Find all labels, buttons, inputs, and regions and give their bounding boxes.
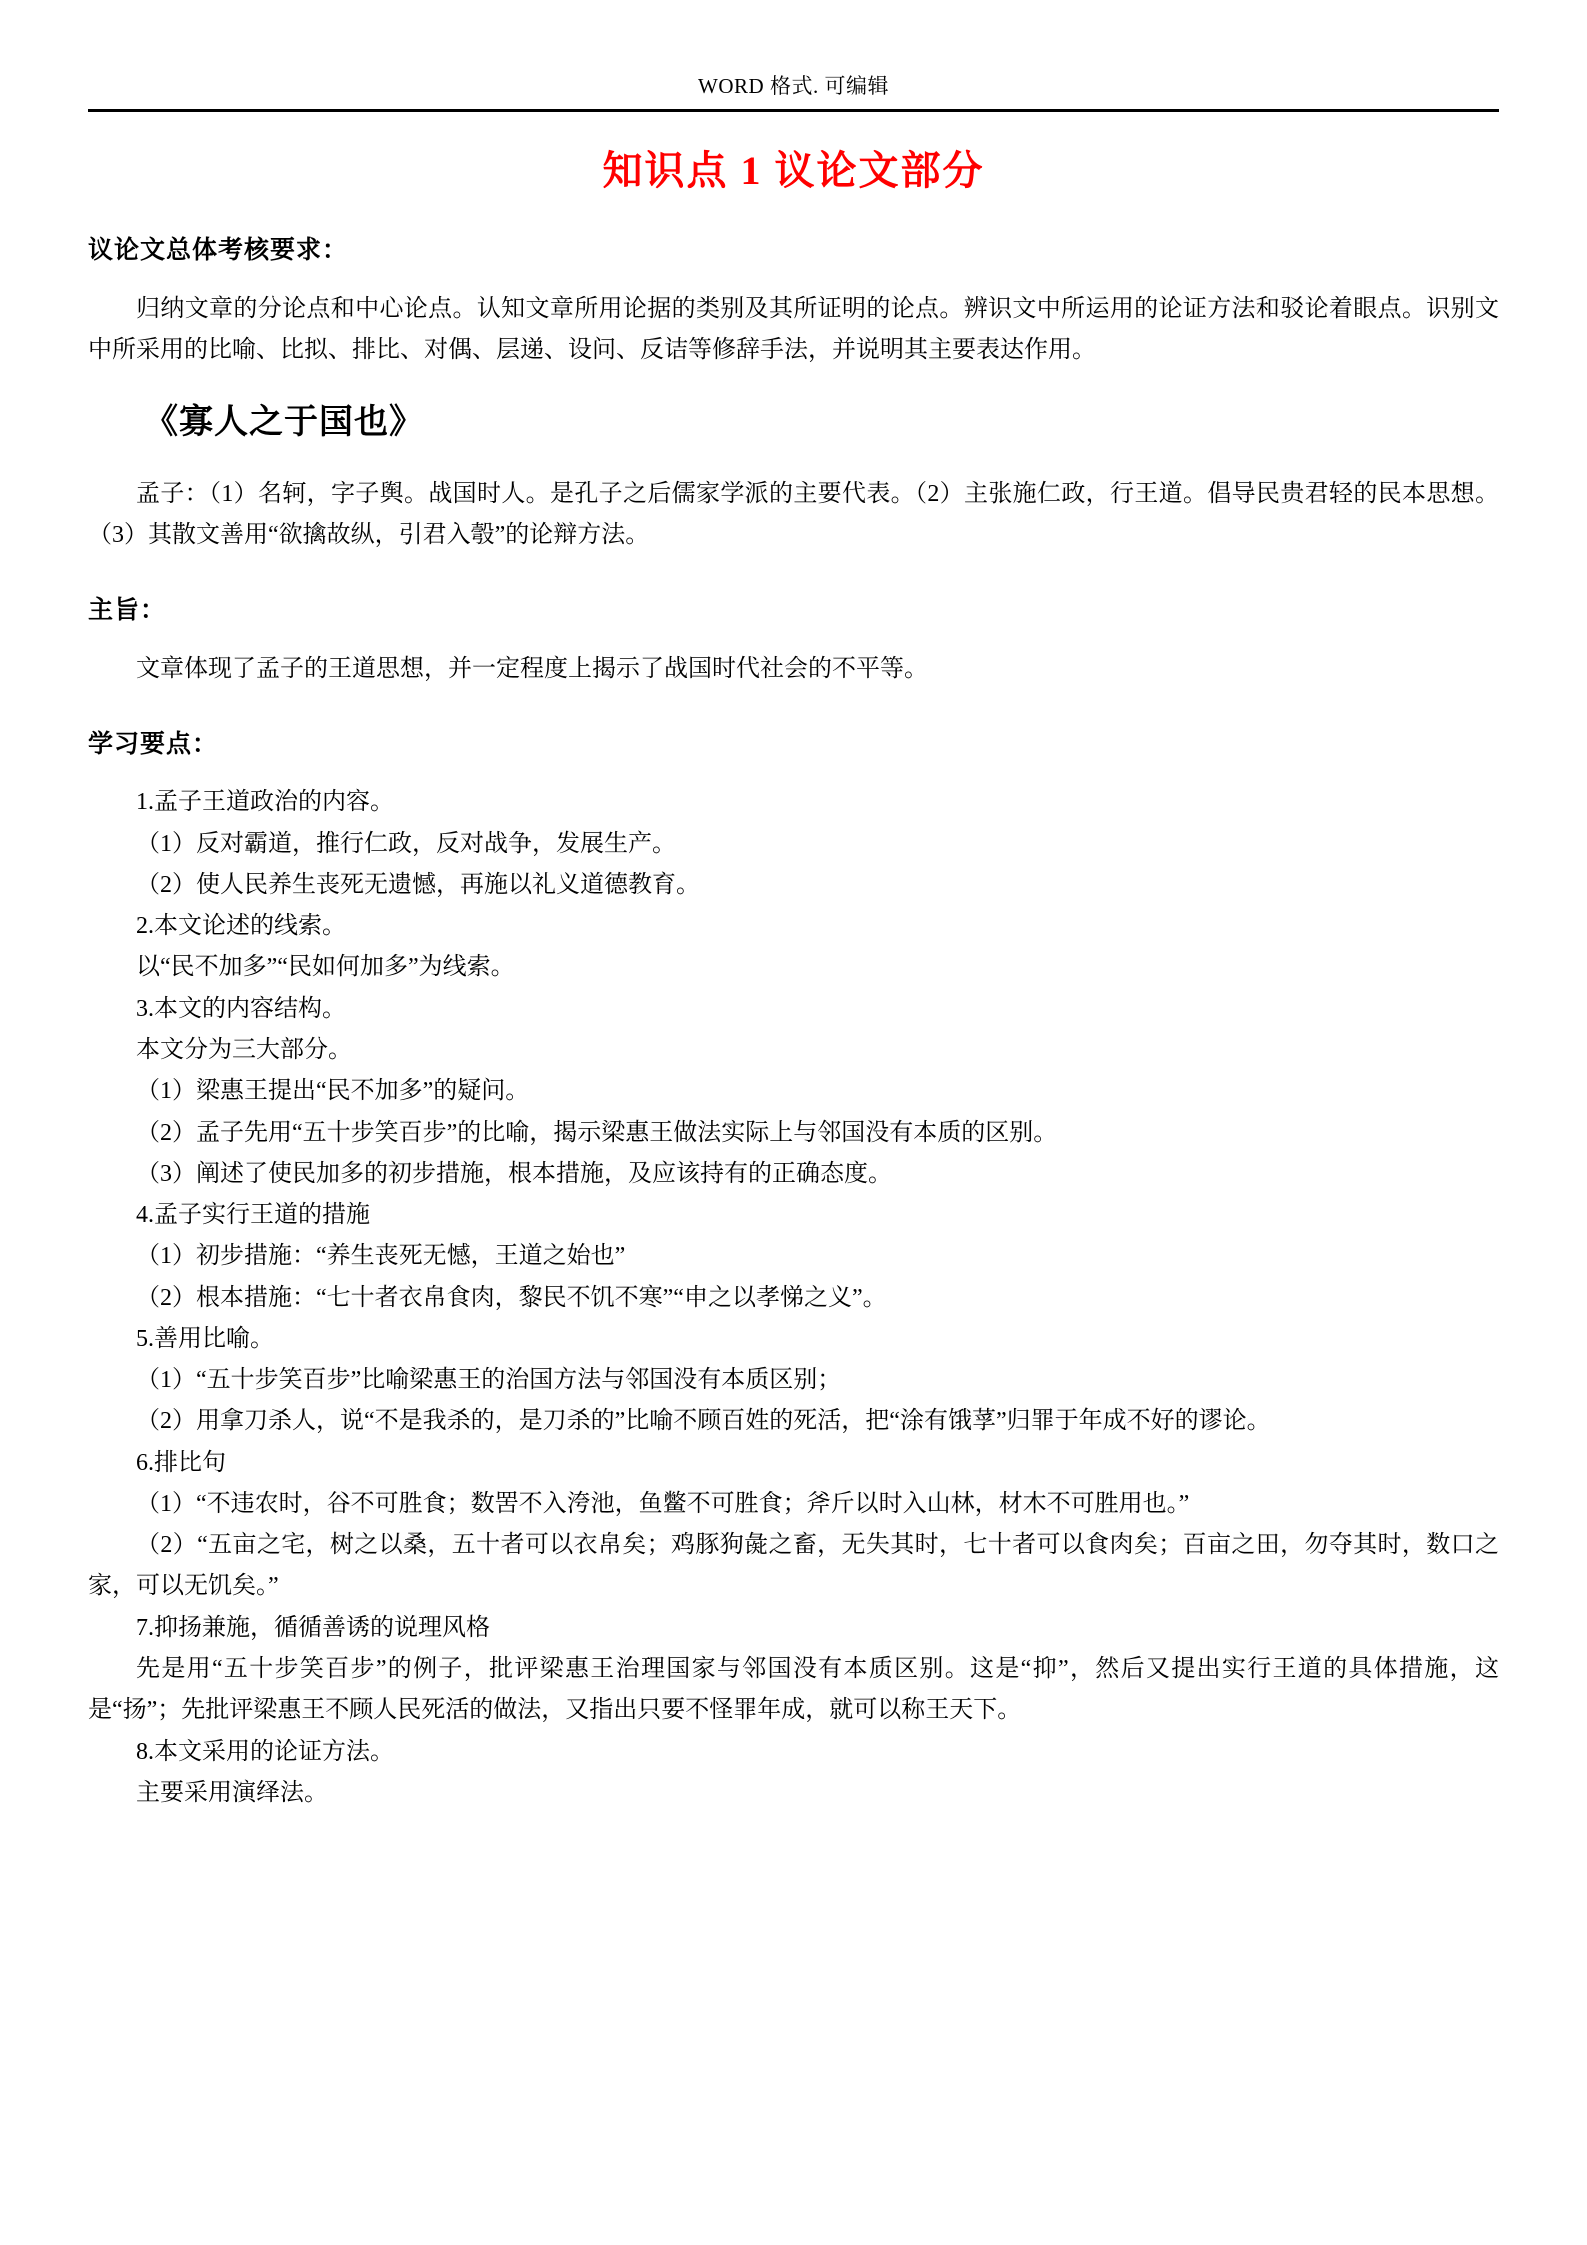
- list-item: （2）孟子先用“五十步笑百步”的比喻，揭示梁惠王做法实际上与邻国没有本质的区别。: [136, 1119, 1058, 1146]
- list-item: （2）“五亩之宅，树之以桑，五十者可以衣帛矣；鸡豚狗彘之畜，无失其时，七十者可以食肉矣；百亩之田，勿夺其时，数口之家，可以无饥矣。”: [88, 1532, 1499, 1600]
- list-item: 8.本文采用的论证方法。: [136, 1738, 394, 1765]
- page-title: 知识点 1 议论文部分: [602, 148, 985, 194]
- header-divider: [88, 109, 1499, 112]
- list-item: （3）阐述了使民加多的初步措施，根本措施，及应该持有的正确态度。: [136, 1160, 892, 1187]
- list-item: 先是用“五十步笑百步”的例子，批评梁惠王治理国家与邻国没有本质区别。这是“抑”，然后又提出实行王道的具体措施，这是“扬”；先批评梁惠王不顾人民死活的做法，又指出只要不怪罪年成，就可以称王天下。: [88, 1656, 1499, 1724]
- key-points-list: [88, 782, 1499, 1814]
- paragraph-requirements: 归纳文章的分论点和中心论点。认知文章所用论据的类别及其所证明的论点。辨识文中所运用的论证方法和驳论着眼点。识别文中所采用的比喻、比拟、排比、对偶、层递、设问、反诘等修辞手法，并说明其主要表达作用。: [88, 295, 1499, 363]
- list-item: 以“民不加多”“民如何加多”为线索。: [136, 954, 515, 981]
- list-item: 6.排比句: [136, 1449, 226, 1476]
- list-item: （2）使人民养生丧死无遗憾，再施以礼义道德教育。: [136, 871, 700, 898]
- list-item: （2）根本措施：“七十者衣帛食肉，黎民不饥不寒”“申之以孝悌之义”。: [136, 1284, 887, 1311]
- heading-key-points: 学习要点：: [88, 729, 219, 758]
- heading-requirements: 议论文总体考核要求：: [88, 236, 349, 265]
- list-item: （2）用拿刀杀人，说“不是我杀的，是刀杀的”比喻不顾百姓的死活，把“涂有饿莩”归罪于年成不好的谬论。: [136, 1408, 1271, 1435]
- list-item: 2.本文论述的线索。: [136, 913, 346, 940]
- page-header: [88, 0, 1499, 112]
- list-item: 本文分为三大部分。: [136, 1037, 352, 1064]
- paragraph-theme: 文章体现了孟子的王道思想，并一定程度上揭示了战国时代社会的不平等。: [136, 655, 928, 682]
- list-item: 3.本文的内容结构。: [136, 995, 346, 1022]
- list-item: 4.孟子实行王道的措施: [136, 1202, 370, 1229]
- list-item: （1）“五十步笑百步”比喻梁惠王的治国方法与邻国没有本质区别；: [136, 1367, 842, 1394]
- paragraph-author-intro: 孟子：（1）名轲，字子舆。战国时人。是孔子之后儒家学派的主要代表。（2）主张施仁政，行王道。倡导民贵君轻的民本思想。（3）其散文善用“欲擒故纵，引君入彀”的论辩方法。: [88, 480, 1499, 548]
- list-item: 5.善用比喻。: [136, 1325, 274, 1352]
- heading-work-title: 《寡人之于国也》: [144, 404, 424, 442]
- header-watermark-text: WORD 格式. 可编辑: [698, 74, 889, 98]
- list-item: （1）初步措施：“养生丧死无憾，王道之始也”: [136, 1243, 626, 1270]
- list-item: 1.孟子王道政治的内容。: [136, 789, 394, 816]
- heading-theme: 主旨：: [88, 596, 167, 625]
- list-item: 主要采用演绎法。: [136, 1779, 328, 1806]
- list-item: （1）“不违农时，谷不可胜食；数罟不入洿池，鱼鳖不可胜食；斧斤以时入山林，材木不可胜用也。”: [136, 1490, 1190, 1517]
- list-item: （1）梁惠王提出“民不加多”的疑问。: [136, 1078, 530, 1105]
- list-item: 7.抑扬兼施，循循善诱的说理风格: [136, 1614, 490, 1641]
- list-item: （1）反对霸道，推行仁政，反对战争，发展生产。: [136, 830, 676, 857]
